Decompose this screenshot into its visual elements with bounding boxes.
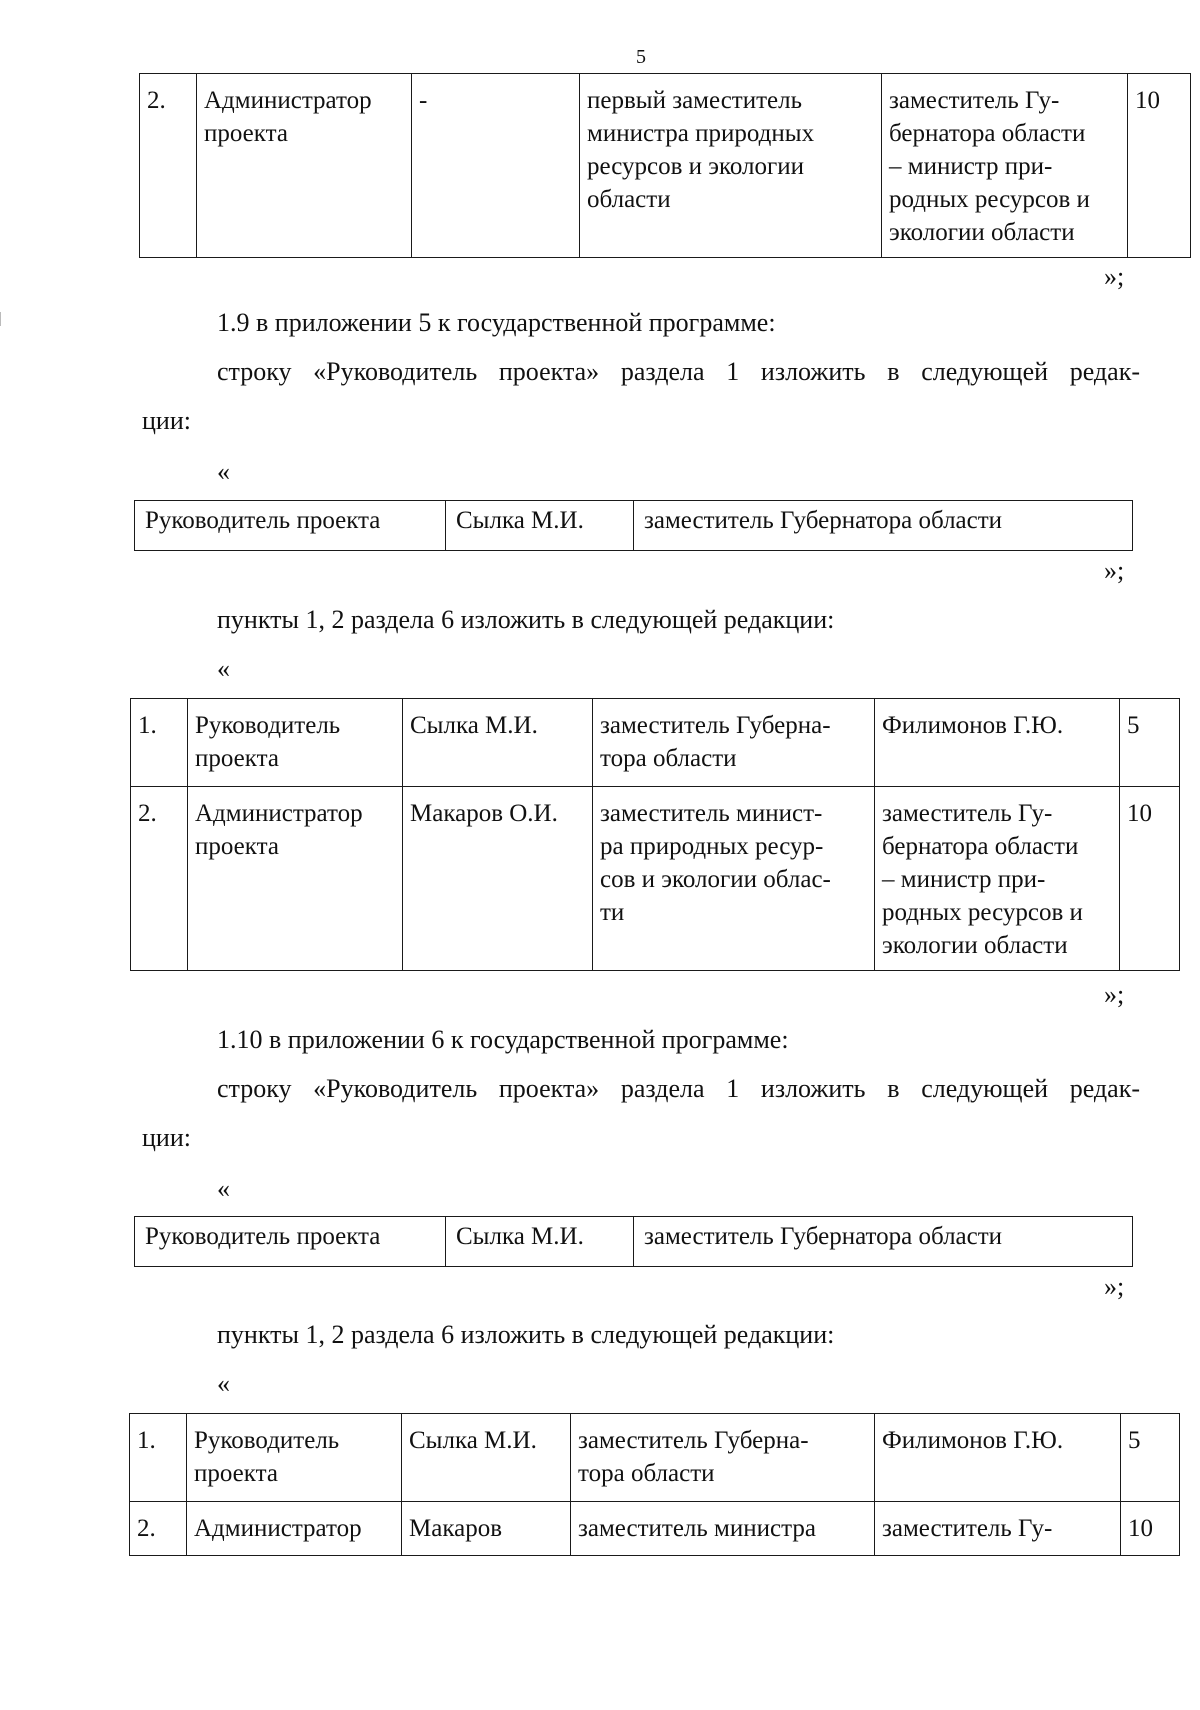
- closing-quote: »;: [1104, 262, 1125, 291]
- paragraph-line: пункты 1, 2 раздела 6 изложить в следующей редакции:: [217, 605, 835, 634]
- cell-name: Сылка М.И.: [403, 699, 593, 787]
- table-row: [135, 501, 1133, 551]
- cell-position: первый заместитель министра природных ресурсов и экологии области: [580, 74, 882, 258]
- cell-supervisor: заместитель Гу- бернатора области – министр при- родных ресурсов и экологии области: [875, 787, 1120, 971]
- cell-role: Руководитель проекта: [187, 1414, 402, 1502]
- closing-quote: »;: [1104, 980, 1125, 1009]
- opening-quote: «: [217, 1369, 230, 1398]
- closing-quote: »;: [1104, 556, 1125, 585]
- cell-position: заместитель Губернатора области: [634, 1217, 1133, 1267]
- cell-supervisor: Филимонов Г.Ю.: [875, 699, 1120, 787]
- cell-role: Руководитель проекта: [188, 699, 403, 787]
- cell-position: заместитель минист- ра природных ресур- сов и экологии облас- ти: [593, 787, 875, 971]
- table-row: [131, 787, 1180, 971]
- cell-share: 10: [1120, 787, 1180, 971]
- table-row: [130, 1502, 1180, 1556]
- table-row: [130, 1414, 1180, 1502]
- paragraph-line: ции:: [142, 406, 191, 435]
- project-team-table: [129, 1413, 1180, 1556]
- cell-position: заместитель Губерна- тора области: [593, 699, 875, 787]
- paragraph-line: ции:: [142, 1123, 191, 1152]
- page-number: 5: [636, 46, 646, 68]
- cell-role: Администратор проекта: [188, 787, 403, 971]
- cell-supervisor: Филимонов Г.Ю.: [875, 1414, 1121, 1502]
- paragraph-line: строку «Руководитель проекта» раздела 1 изложить в следующей редак-: [217, 1074, 1140, 1103]
- cell-role: Администратор: [187, 1502, 402, 1556]
- cell-role: Администратор проекта: [197, 74, 412, 258]
- paragraph-line: пункты 1, 2 раздела 6 изложить в следующей редакции:: [217, 1320, 835, 1349]
- cell-name: Сылка М.И.: [446, 1217, 634, 1267]
- margin-mark: [0, 312, 1, 326]
- cell-number: 1.: [130, 1414, 187, 1502]
- cell-position: заместитель министра: [571, 1502, 875, 1556]
- leader-table: [134, 500, 1133, 551]
- table-row: [135, 1217, 1133, 1267]
- cell-number: 2.: [130, 1502, 187, 1556]
- opening-quote: «: [217, 1174, 230, 1203]
- opening-quote: «: [217, 457, 230, 486]
- continued-table: [139, 73, 1191, 258]
- cell-number: 2.: [131, 787, 188, 971]
- cell-name: Макаров: [402, 1502, 571, 1556]
- cell-share: 10: [1128, 74, 1191, 258]
- cell-position: заместитель Губернатора области: [634, 501, 1133, 551]
- cell-number: 1.: [131, 699, 188, 787]
- project-team-table: [130, 698, 1180, 971]
- leader-table: [134, 1216, 1133, 1267]
- cell-supervisor: заместитель Гу-: [875, 1502, 1121, 1556]
- cell-role: Руководитель проекта: [135, 501, 446, 551]
- table-row: [140, 74, 1191, 258]
- cell-name: Макаров О.И.: [403, 787, 593, 971]
- opening-quote: «: [217, 654, 230, 683]
- cell-name: -: [412, 74, 580, 258]
- cell-name: Сылка М.И.: [446, 501, 634, 551]
- paragraph-line: строку «Руководитель проекта» раздела 1 изложить в следующей редак-: [217, 357, 1140, 386]
- cell-share: 5: [1120, 699, 1180, 787]
- cell-role: Руководитель проекта: [135, 1217, 446, 1267]
- section-heading: 1.9 в приложении 5 к государственной программе:: [217, 308, 776, 337]
- cell-supervisor: заместитель Гу- бернатора области – министр при- родных ресурсов и экологии области: [882, 74, 1128, 258]
- cell-share: 5: [1121, 1414, 1180, 1502]
- table-row: [131, 699, 1180, 787]
- cell-share: 10: [1121, 1502, 1180, 1556]
- cell-position: заместитель Губерна- тора области: [571, 1414, 875, 1502]
- cell-number: 2.: [140, 74, 197, 258]
- closing-quote: »;: [1104, 1272, 1125, 1301]
- cell-name: Сылка М.И.: [402, 1414, 571, 1502]
- section-heading: 1.10 в приложении 6 к государственной программе:: [217, 1025, 789, 1054]
